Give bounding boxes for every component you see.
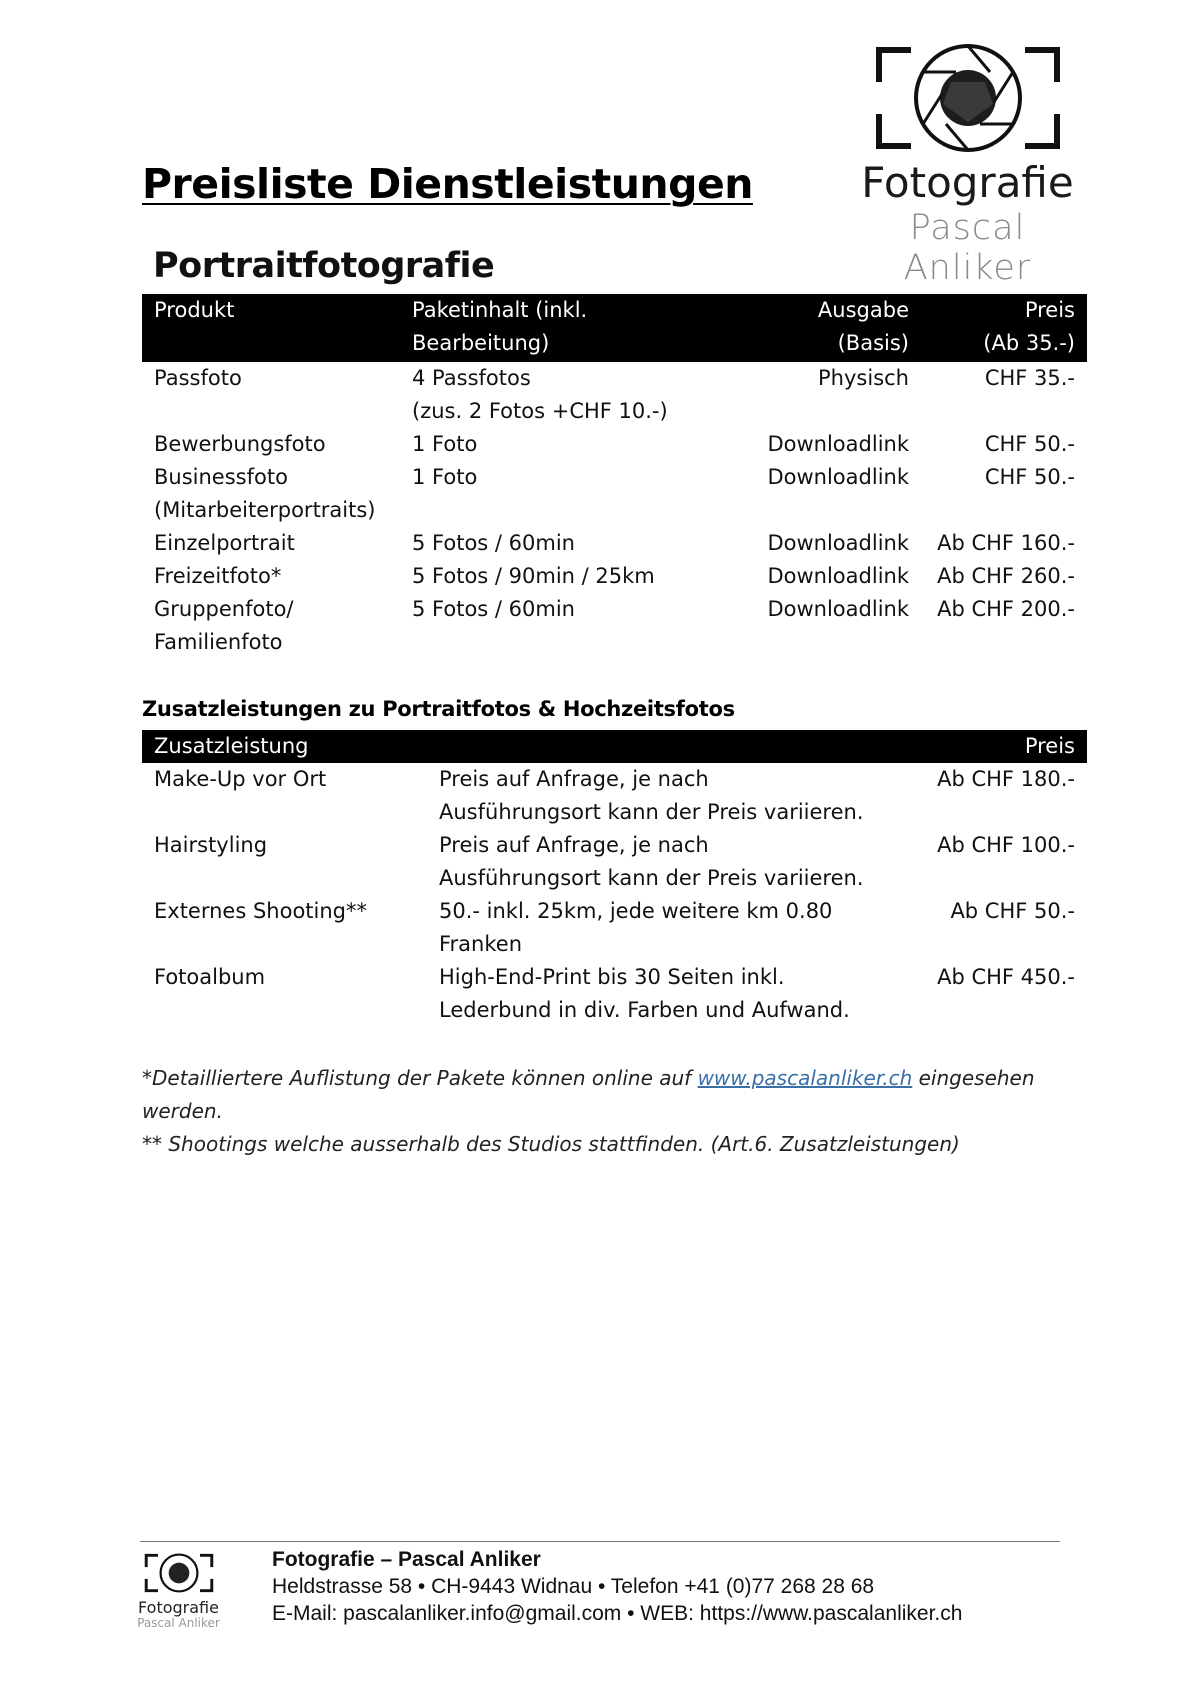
column-header-beschreibung xyxy=(439,730,909,763)
footer-company-name: Fotografie – Pascal Anliker xyxy=(272,1548,541,1571)
preis-cell: Ab CHF 100.- xyxy=(937,833,1075,857)
camera-aperture-icon xyxy=(873,42,1063,154)
ausgabe-cell: Downloadlink xyxy=(767,531,909,555)
ausgabe-cell: Physisch xyxy=(818,366,909,390)
camera-aperture-icon xyxy=(144,1552,214,1594)
table-row xyxy=(142,829,1087,895)
preis-cell: Ab CHF 50.- xyxy=(950,899,1075,923)
extras-section-title: Zusatzleistungen zu Portraitfotos & Hochzeitsfotos xyxy=(142,697,735,721)
table-header-row xyxy=(142,294,1087,362)
preis-cell: Ab CHF 160.- xyxy=(937,531,1075,555)
paket-cell: 5 Fotos / 60min xyxy=(412,597,575,621)
preis-cell: CHF 50.- xyxy=(984,432,1075,456)
preis-cell: CHF 35.- xyxy=(984,366,1075,390)
footer-logo-subline: Pascal Anliker xyxy=(137,1616,220,1630)
produkt-cell: Passfoto xyxy=(154,366,242,390)
produkt-cell: Freizeitfoto* xyxy=(154,564,282,588)
website-link[interactable]: www.pascalanliker.ch xyxy=(697,1066,913,1090)
portrait-section-title: Portraitfotografie xyxy=(153,246,495,286)
table-row xyxy=(142,362,1087,428)
footer-logo-wordmark: Fotografie xyxy=(138,1598,219,1617)
table-row xyxy=(142,763,1087,829)
beschreibung-cell: Preis auf Anfrage, je nach Ausführungsort kann der Preis variieren. xyxy=(439,833,864,890)
paket-cell: 5 Fotos / 60min xyxy=(412,531,575,555)
column-header-ausgabe: Ausgabe (Basis) xyxy=(704,294,915,362)
produkt-cell: Gruppenfoto/ Familienfoto xyxy=(154,597,294,654)
column-header-preis: Preis xyxy=(909,730,1087,763)
brand-logo xyxy=(845,42,1090,288)
logo-subline: Pascal Anliker xyxy=(903,208,1032,288)
table-row xyxy=(142,593,1087,659)
paket-cell: 1 Foto xyxy=(412,465,478,489)
leistung-cell: Externes Shooting** xyxy=(154,899,368,923)
footer-email-web: E-Mail: pascalanliker.info@gmail.com • WEB: https://www.pascalanliker.ch xyxy=(272,1602,963,1625)
logo-wordmark: Fotografie xyxy=(861,158,1074,207)
produkt-cell: Businessfoto (Mitarbeiterportraits) xyxy=(154,465,376,522)
ausgabe-cell: Downloadlink xyxy=(767,432,909,456)
beschreibung-cell: Preis auf Anfrage, je nach Ausführungsort kann der Preis variieren. xyxy=(439,767,864,824)
paket-cell: 5 Fotos / 90min / 25km xyxy=(412,564,655,588)
paket-cell: 1 Foto xyxy=(412,432,478,456)
ausgabe-cell: Downloadlink xyxy=(767,597,909,621)
extras-price-table xyxy=(142,730,1087,1027)
preis-cell: Ab CHF 180.- xyxy=(937,767,1075,791)
footnotes xyxy=(142,1062,1062,1161)
footnote-2: ** Shootings welche ausserhalb des Studios stattfinden. (Art.6. Zusatzleistungen) xyxy=(142,1132,960,1156)
page-title: Preisliste Dienstleistungen xyxy=(142,160,753,208)
produkt-cell: Bewerbungsfoto xyxy=(154,432,326,456)
paket-cell: 4 Passfotos (zus. 2 Fotos +CHF 10.-) xyxy=(412,366,668,423)
table-row xyxy=(142,461,1087,527)
footnote-1: *Detailliertere Auflistung der Pakete können online auf www.pascalanliker.ch eingesehen werden. xyxy=(142,1066,1035,1123)
table-header-row xyxy=(142,730,1087,763)
produkt-cell: Einzelportrait xyxy=(154,531,295,555)
table-row xyxy=(142,895,1087,961)
table-row xyxy=(142,527,1087,560)
column-header-paketinhalt: Paketinhalt (inkl. Bearbeitung) xyxy=(412,294,704,362)
footer-address: Heldstrasse 58 • CH-9443 Widnau • Telefon +41 (0)77 268 28 68 xyxy=(272,1575,875,1598)
column-header-preis: Preis (Ab 35.-) xyxy=(915,294,1087,362)
table-row xyxy=(142,961,1087,1027)
table-row xyxy=(142,560,1087,593)
footer-contact xyxy=(272,1546,962,1627)
column-header-zusatzleistung: Zusatzleistung xyxy=(142,730,439,763)
table-row xyxy=(142,428,1087,461)
leistung-cell: Hairstyling xyxy=(154,833,268,857)
footer-divider xyxy=(140,1541,1060,1542)
ausgabe-cell: Downloadlink xyxy=(767,465,909,489)
portrait-price-table xyxy=(142,294,1087,659)
column-header-produkt: Produkt xyxy=(142,294,412,362)
ausgabe-cell: Downloadlink xyxy=(767,564,909,588)
beschreibung-cell: High-End-Print bis 30 Seiten inkl. Lederbund in div. Farben und Aufwand. xyxy=(439,965,850,1022)
preis-cell: CHF 50.- xyxy=(984,465,1075,489)
leistung-cell: Fotoalbum xyxy=(154,965,266,989)
footer-logo xyxy=(131,1552,226,1630)
preis-cell: Ab CHF 260.- xyxy=(937,564,1075,588)
preis-cell: Ab CHF 200.- xyxy=(937,597,1075,621)
leistung-cell: Make-Up vor Ort xyxy=(154,767,327,791)
preis-cell: Ab CHF 450.- xyxy=(937,965,1075,989)
beschreibung-cell: 50.- inkl. 25km, jede weitere km 0.80 Franken xyxy=(439,899,833,956)
